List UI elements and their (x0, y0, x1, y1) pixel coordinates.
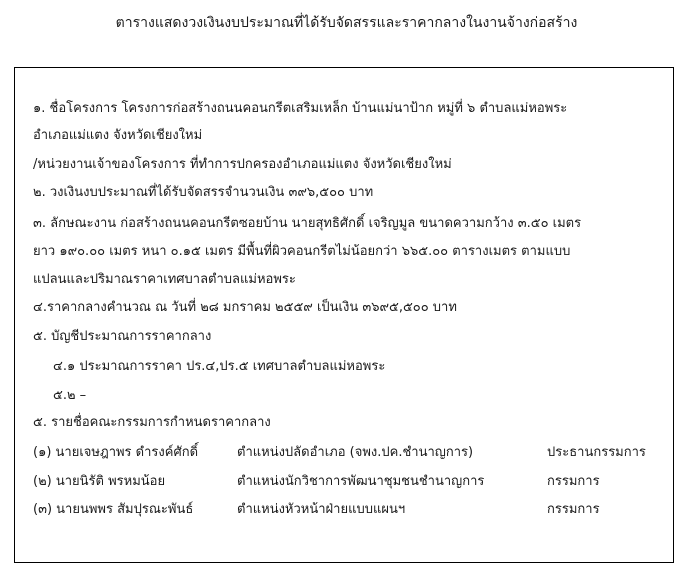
price-list-heading: ๕. บัญชีประมาณการราคากลาง (33, 329, 212, 344)
document-title: ตารางแสดงวงเงินงบประมาณที่ได้รับจัดสรรและราคากลางในงานจ้างก่อสร้าง (115, 15, 578, 31)
work-description-line-1: ๓. ลักษณะงาน ก่อสร้างถนนคอนกรีตซอยบ้าน นายสุทธิศักดิ์ เจริญมูล ขนาดความกว้าง ๓.๕๐ เมตร (33, 216, 582, 231)
reference-price-line: ๔.ราคากลางคำนวณ ณ วันที่ ๒๘ มกราคม ๒๕๕๙ เป็นเงิน ๓๖๙๕,๕๐๐ บาท (33, 300, 457, 315)
committee-member-position: ตำแหน่งปลัดอำเภอ (จพง.ปค.ชำนาญการ) (237, 445, 474, 460)
committee-heading: ๕. รายชื่อคณะกรรมการกำหนดราคากลาง (33, 415, 271, 430)
budget-line: ๒. วงเงินงบประมาณที่ได้รับจัดสรรจำนวนเงิน ๓๙๖,๕๐๐ บาท (33, 185, 374, 200)
committee-member-role: กรรมการ (547, 474, 600, 489)
committee-member-name: (๑) นายเจษฎาพร ดำรงค์ศักดิ์ (33, 445, 199, 460)
price-list-item-2: ๕.๒ – (53, 388, 87, 403)
committee-member-role: กรรมการ (547, 502, 600, 517)
owner-agency-line: /หน่วยงานเจ้าของโครงการ ที่ทำการปกครองอำเภอแม่แตง จังหวัดเชียงใหม่ (33, 157, 452, 172)
work-description-line-2: ยาว ๑๙๐.๐๐ เมตร หนา ๐.๑๕ เมตร มีพื้นที่ผิวคอนกรีตไม่น้อยกว่า ๖๖๕.๐๐ ตารางเมตร ตามแบบ (33, 244, 571, 259)
committee-member-position: ตำแหน่งนักวิชาการพัฒนาชุมชนชำนาญการ (237, 474, 485, 489)
committee-member-position: ตำแหน่งหัวหน้าฝ่ายแบบแผนฯ (237, 502, 406, 517)
committee-member-name: (๒) นายนิรัติ พรหมน้อย (33, 474, 166, 489)
committee-member-role: ประธานกรรมการ (547, 445, 646, 460)
price-list-item-1: ๔.๑ ประมาณการราคา ปร.๔,ปร.๕ เทศบาลตำบลแม่หอพระ (53, 359, 386, 374)
project-name-line: ๑. ชื่อโครงการ โครงการก่อสร้างถนนคอนกรีตเสริมเหล็ก บ้านแม่นาป้าก หมู่ที่ ๖ ตำบลแม่หอพระ (33, 101, 568, 116)
work-description-line-3: แปลนและปริมาณราคาเทศบาลตำบลแม่หอพระ (33, 272, 296, 287)
project-location-line: อำเภอแม่แตง จังหวัดเชียงใหม่ (33, 128, 203, 143)
committee-member-name: (๓) นายนพพร สัมปุรณะพันธ์ (33, 502, 194, 517)
